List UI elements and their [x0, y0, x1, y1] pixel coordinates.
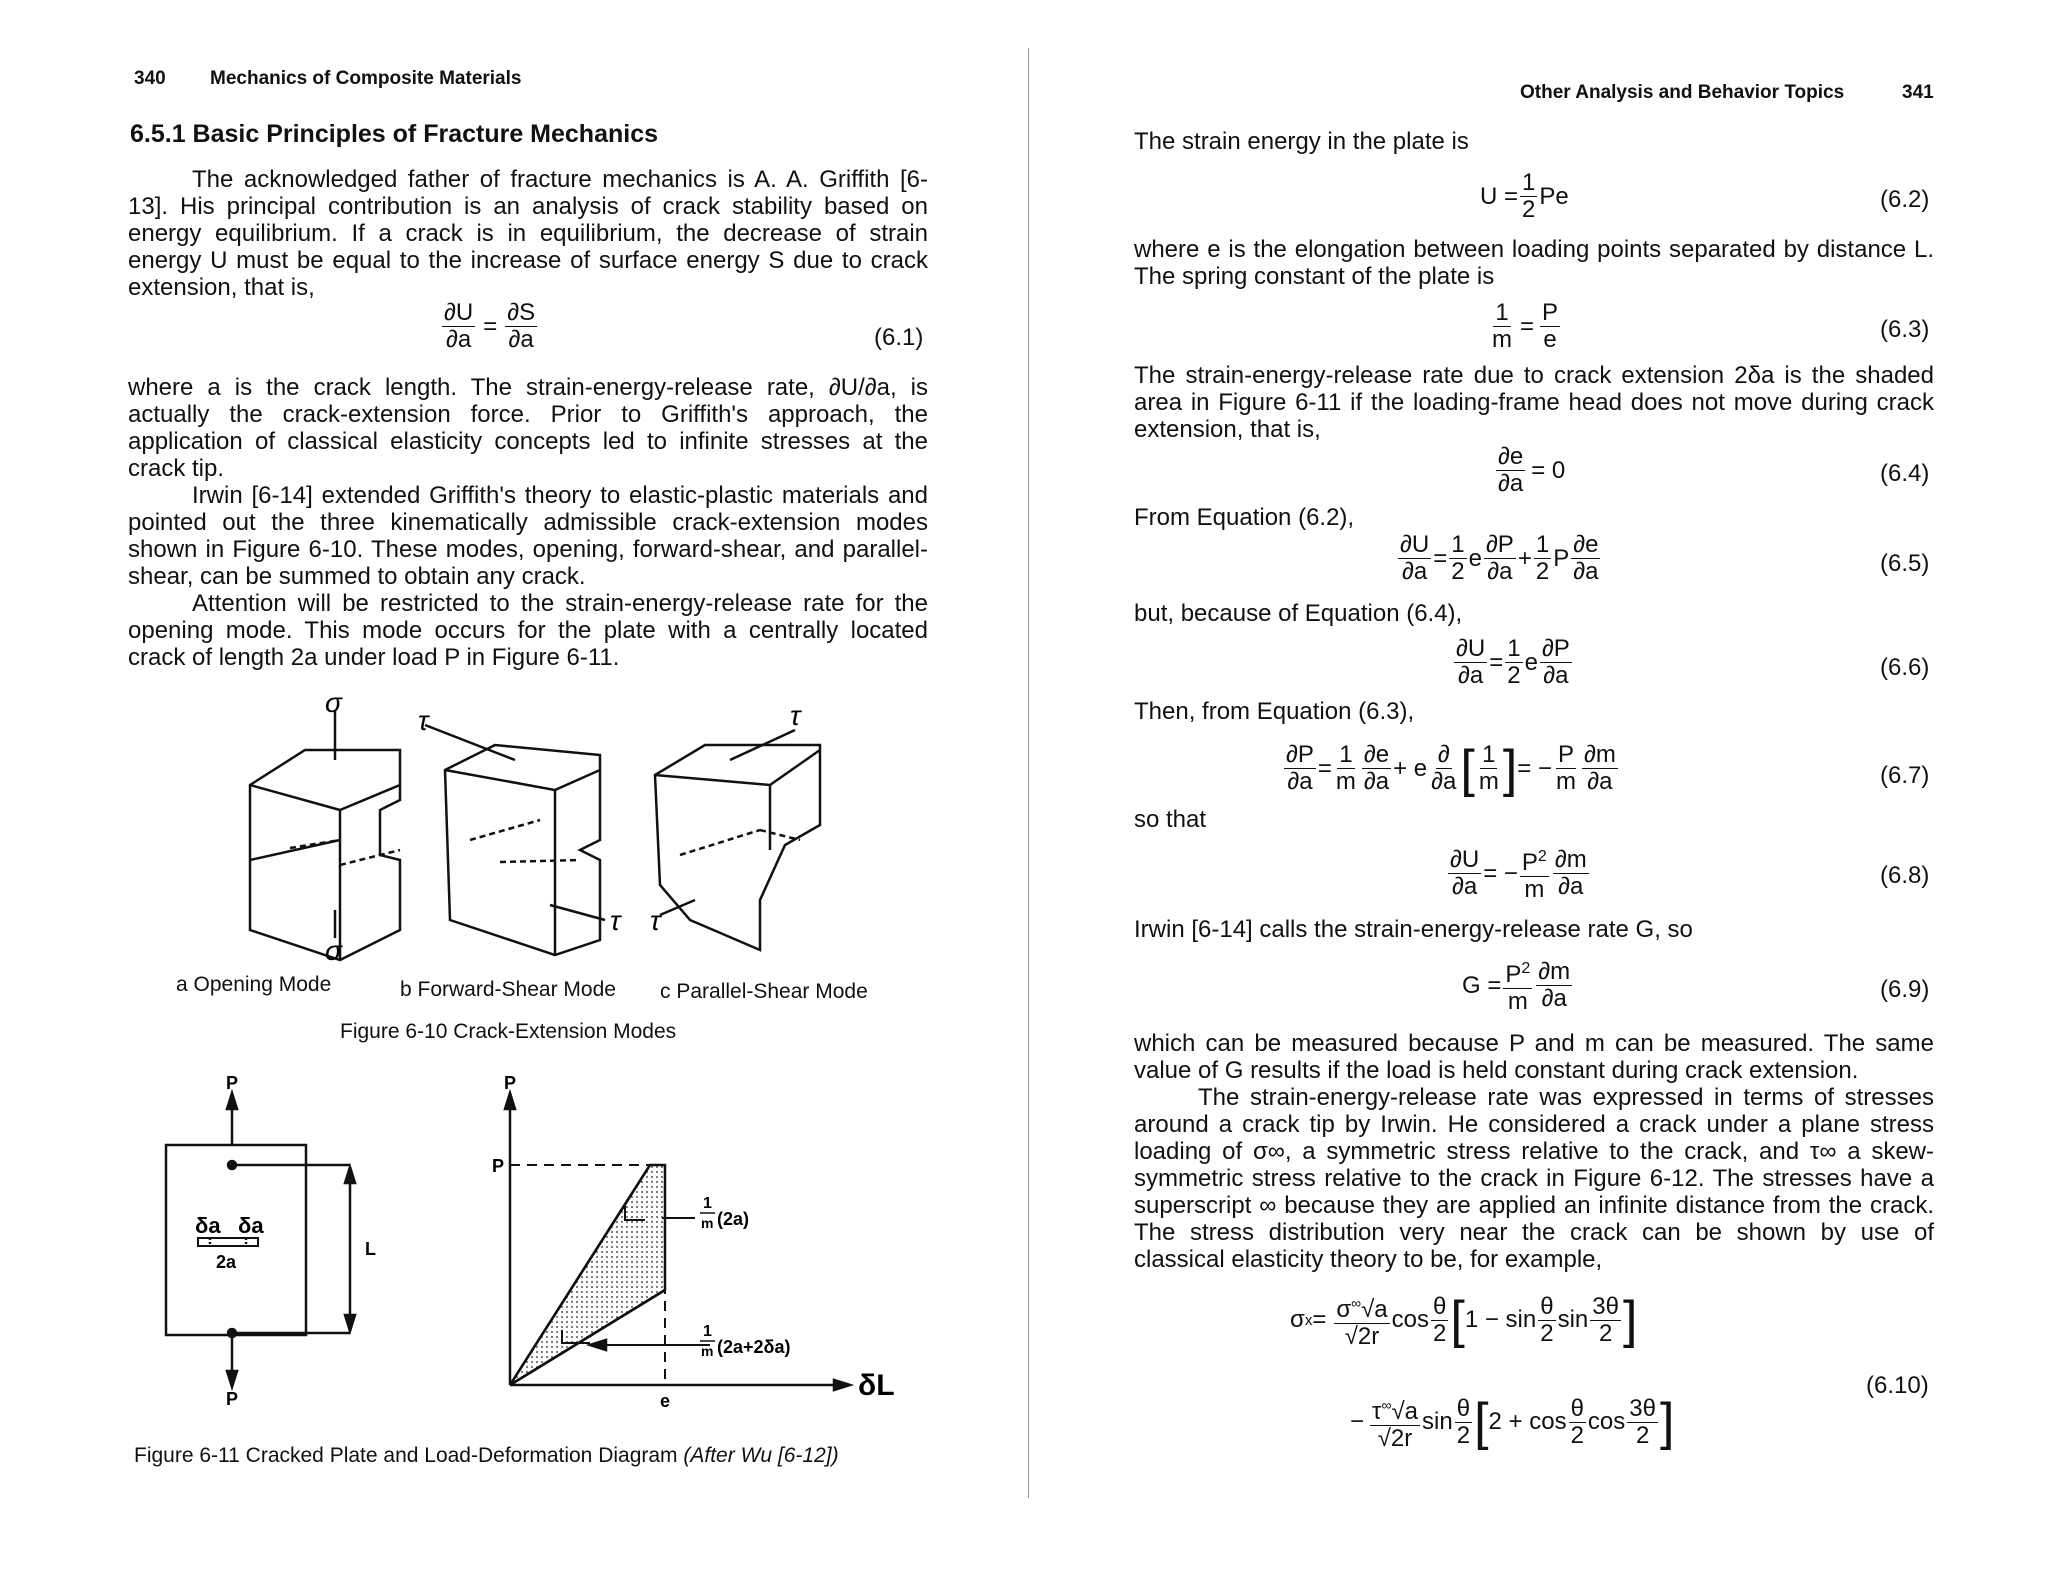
eq61-den-right: ∂a	[508, 326, 534, 353]
equation-6-5: $\frac{\partial U}{\partial a}$ = $\frac{1}{2}$ e $\frac{\partial P}{\partial a}$ + $\frac{1}{2}$ P $\frac{\partial e}{\partial a}$	[1400, 531, 1599, 585]
eq67-number: (6.7)	[1880, 762, 1930, 789]
fig611-p-axis: P	[504, 1073, 517, 1093]
paragraph-griffith: The acknowledged father of fracture mechanics is A. A. Griffith [6-13]. His principal contribution is an analysis of crack stability based on energy equilibrium. If a crack is in equilibrium, the decrease of strain energy U must be equal to the increase of surface energy S due to crack extension, that is,	[128, 166, 928, 301]
equation-6-3: $\frac{1}{m}$ = $\frac{P}{e}$	[1492, 299, 1559, 353]
fig611-dl-label: δL	[858, 1369, 895, 1402]
text-because-eq-6-4: but, because of Equation (6.4),	[1134, 600, 1463, 627]
fig610-sigma-top: σ	[325, 687, 342, 718]
text-so-that: so that	[1134, 806, 1207, 833]
eq63-n1: 1	[1495, 299, 1509, 326]
equation-6-1: $\frac{\partial U}{\partial a}$ = $\frac{\partial S}{\partial a}$	[444, 299, 536, 353]
text-from-eq-6-2: From Equation (6.2),	[1134, 504, 1355, 531]
eq64-number: (6.4)	[1880, 460, 1930, 487]
fig611-2a-label: 2a	[216, 1252, 237, 1272]
equation-6-6: $\frac{\partial U}{\partial a}$ = $\frac{1}{2}$ e $\frac{\partial P}{\partial a}$	[1456, 635, 1570, 689]
eq61-num-left: ∂U	[444, 299, 474, 326]
fig611-da-right: δa	[238, 1213, 264, 1238]
eq64-num: ∂e	[1498, 443, 1524, 470]
fig611-caption	[134, 1444, 839, 1468]
right-running-header: Other Analysis and Behavior Topics	[1520, 82, 1845, 103]
fig611-caption-source: (After Wu [6-12])	[683, 1444, 839, 1467]
eq66-number: (6.6)	[1880, 654, 1930, 681]
fig610-mode-c-label: c Parallel-Shear Mode	[660, 980, 868, 1003]
left-page-number: 340	[134, 68, 166, 89]
left-text-block-2	[128, 374, 928, 671]
fig611-p-top: P	[226, 1073, 239, 1093]
eq62-num: 1	[1522, 169, 1536, 196]
paragraph-opening-mode: Attention will be restricted to the strain-energy-release rate for the opening mode. This mode occurs for the plate with a centrally located crack of length 2a under load P in Figure 6-11.	[128, 590, 928, 671]
section-title: 6.5.1 Basic Principles of Fracture Mechanics	[130, 120, 659, 148]
figure-6-10-drawing	[160, 687, 920, 966]
eq64-den: ∂a	[1498, 470, 1524, 497]
eq68-number: (6.8)	[1880, 862, 1930, 889]
fig610-tau-c-bottom: τ	[650, 905, 661, 936]
fig611-one-1: 1	[703, 1195, 712, 1212]
text-irwin-calls: Irwin [6-14] calls the strain-energy-release rate G, so	[1134, 916, 1693, 943]
fig610-mode-b-label: b Forward-Shear Mode	[400, 978, 616, 1001]
eq69-number: (6.9)	[1880, 976, 1930, 1003]
eq62-rhs: Pe	[1539, 182, 1569, 210]
equation-6-9: G = $\frac{P^2}{m}$ $\frac{\partial m}{\partial a}$	[1462, 958, 1571, 1015]
paragraph-stresses: The strain-energy-release rate was expressed in terms of stresses around a crack tip by Irwin. He considered a crack under a plane stress loading of σ∞, a symmetric stress relative to the crack, and τ∞ a skew-symmetric stress relative to the crack in Figure 6-12. The stresses have a superscript ∞ because they are applied an infinite distance from the crack. The stress distribution very near the crack can be shown by use of classical elasticity theory to be, for example,	[1134, 1084, 1934, 1273]
fig611-da-left: δa	[195, 1213, 221, 1238]
fig611-label-2a2da: (2a+2δa)	[717, 1337, 791, 1357]
eq61-den-left: ∂a	[445, 326, 472, 353]
equation-6-10-line-1: σ x = $\frac{\sigma^\infty√a}{√2r}$ cos $\frac{\theta}{2}$ [ 1 − sin $\frac{\theta}{2}$ sin $\frac{3\theta}{2}$ ]	[1290, 1291, 1638, 1350]
paragraph-crack-length: where a is the crack length. The strain-energy-release rate, ∂U/∂a, is actually the crack-extension force. Prior to Griffith's approach, the application of classical elasticity concepts led to infinite stresses at the crack tip.	[128, 374, 928, 482]
page-gutter	[1028, 48, 1029, 1498]
eq63-d2: e	[1543, 326, 1557, 353]
eq61-number: (6.1)	[874, 324, 924, 351]
equation-6-8: $\frac{\partial U}{\partial a}$ = − $\frac{P^2}{m}$ $\frac{\partial m}{\partial a}$	[1450, 846, 1587, 903]
text-strain-energy: The strain energy in the plate is	[1134, 128, 1469, 155]
equation-6-10-line-2: − $\frac{\tau^\infty√a}{√2r}$ sin $\frac{\theta}{2}$ [ 2 + cos $\frac{\theta}{2}$ cos $\frac{3\theta}{2}$ ]	[1350, 1393, 1675, 1452]
fig610-tau-b-bottom: τ	[610, 905, 621, 936]
fig611-p-level: P	[492, 1156, 505, 1176]
figure-6-11-drawing	[150, 1073, 895, 1415]
eq610-number: (6.10)	[1866, 1372, 1929, 1399]
eq62-lhs: U =	[1480, 182, 1519, 210]
fig611-label-2a: (2a)	[717, 1209, 750, 1229]
text-from-eq-6-3: Then, from Equation (6.3),	[1134, 698, 1415, 725]
text-elongation: where e is the elongation between loading points separated by distance L. The spring constant of the plate is	[1134, 236, 1934, 290]
paragraph-measured: which can be measured because P and m can be measured. The same value of G results if the load is held constant during crack extension.	[1134, 1030, 1934, 1084]
fig611-m-2: m	[701, 1343, 714, 1359]
eq62-number: (6.2)	[1880, 186, 1930, 213]
equation-6-4	[1494, 444, 1565, 497]
eq63-d1: m	[1492, 326, 1512, 353]
fig611-m-1: m	[701, 1215, 714, 1231]
fig610-tau-b-top: τ	[418, 705, 429, 736]
fig610-mode-a-label: a Opening Mode	[176, 973, 332, 996]
fig610-tau-c-top: τ	[790, 700, 801, 731]
fig611-one-2: 1	[703, 1323, 712, 1340]
equation-6-2	[1480, 170, 1569, 223]
fig611-caption-main: Figure 6-11 Cracked Plate and Load-Deformation Diagram	[134, 1444, 684, 1467]
fig610-sigma-bottom: σ	[325, 935, 342, 966]
eq65-number: (6.5)	[1880, 550, 1930, 577]
fig610-caption: Figure 6-10 Crack-Extension Modes	[340, 1020, 677, 1043]
left-text-block-1	[128, 166, 928, 301]
eq61-num-right: ∂S	[507, 299, 536, 326]
fig611-l-label: L	[365, 1239, 376, 1259]
text-shaded-area: The strain-energy-release rate due to crack extension 2δa is the shaded area in Figure 6-11 if the loading-frame head does not move during crack extension, that is,	[1134, 362, 1934, 443]
paragraph-irwin: Irwin [6-14] extended Griffith's theory to elastic-plastic materials and pointed out the three kinematically admissible crack-extension modes shown in Figure 6-10. These modes, opening, forward-shear, and parallel-shear, can be summed to obtain any crack.	[128, 482, 928, 590]
eq64-rhs: = 0	[1531, 456, 1566, 484]
text-block-right-end	[1134, 1030, 1934, 1273]
eq63-number: (6.3)	[1880, 316, 1930, 343]
right-page-number: 341	[1902, 82, 1934, 103]
fig611-e-label: e	[660, 1391, 671, 1411]
eq63-n2: P	[1542, 299, 1559, 326]
left-running-header: Mechanics of Composite Materials	[210, 68, 522, 89]
fig611-p-bottom: P	[226, 1389, 239, 1409]
eq62-den: 2	[1522, 196, 1536, 223]
equation-6-7: $\frac{\partial P}{\partial a}$ = $\frac{1}{m}$ $\frac{\partial e}{\partial a}$ + e $\frac{\partial}{\partial a}$ [ $\frac{1}{m}$ ] = − $\frac{P}{m}$ $\frac{\partial m}{\partial a}$	[1286, 739, 1616, 798]
